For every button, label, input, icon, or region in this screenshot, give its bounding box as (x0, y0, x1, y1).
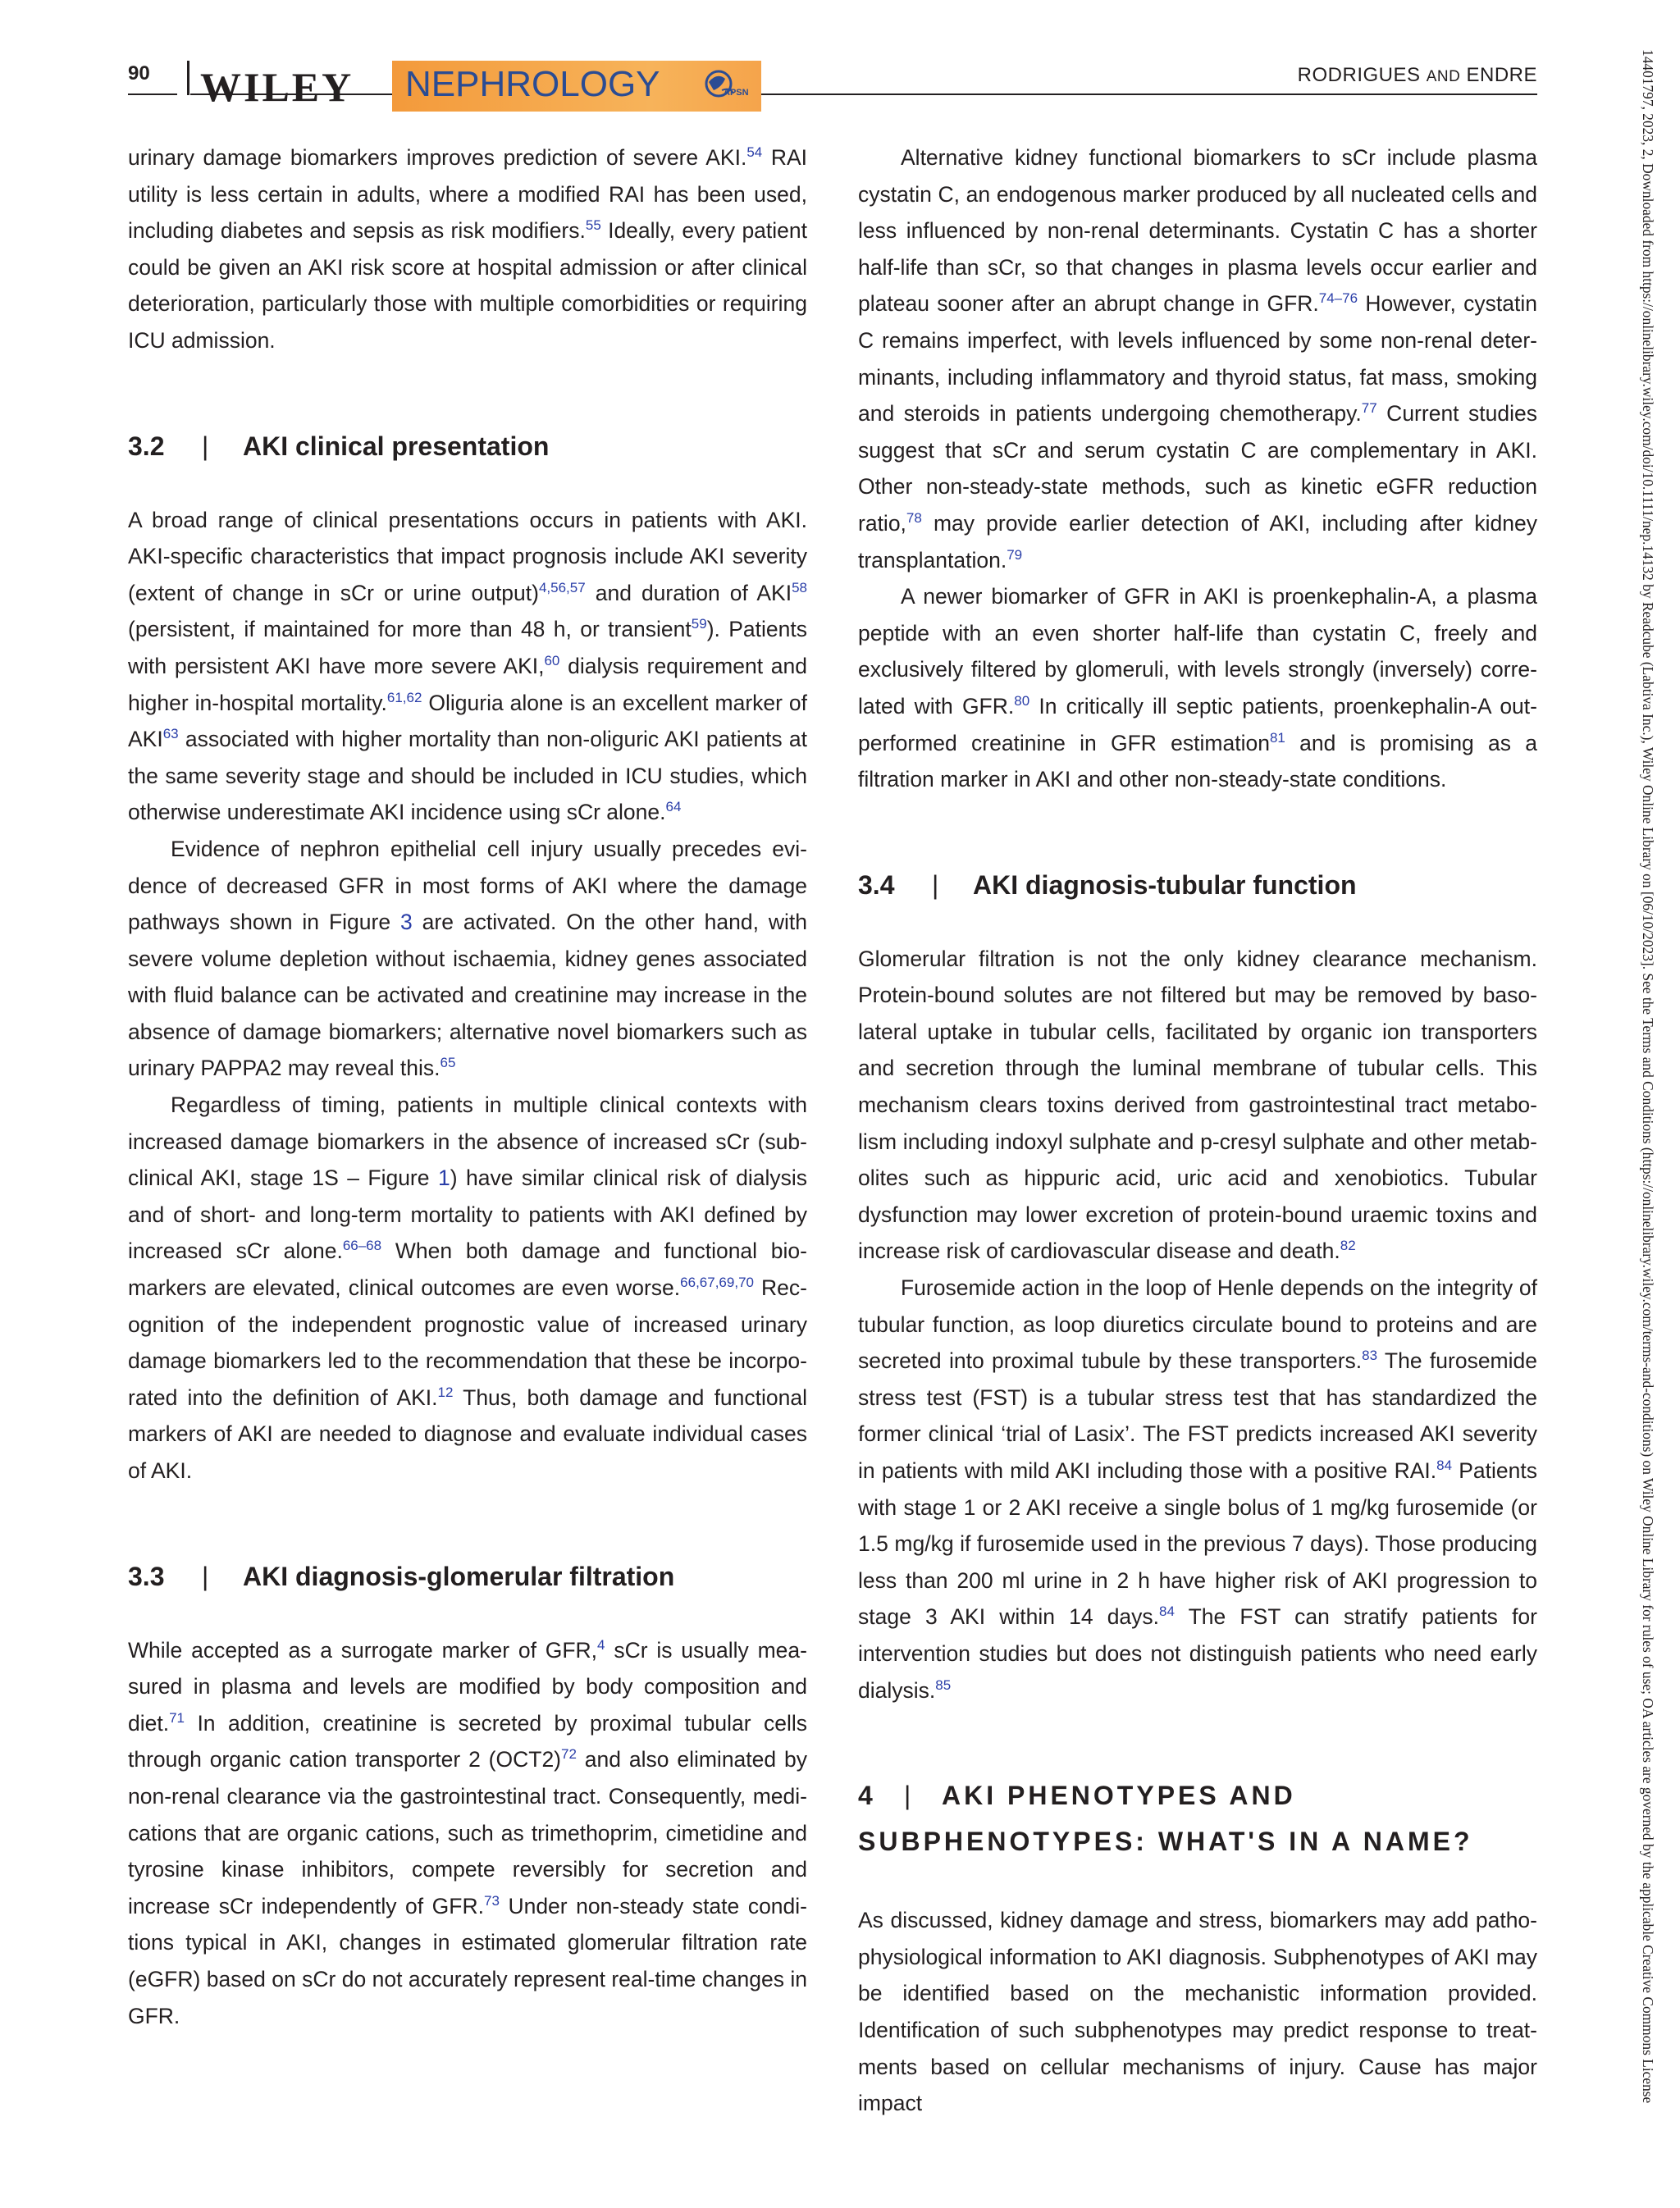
left-column (128, 139, 807, 2034)
citation[interactable]: 82 (1340, 1238, 1356, 1254)
citation[interactable]: 58 (792, 579, 808, 595)
citation[interactable]: 12 (437, 1384, 454, 1400)
publisher-logo: WILEY (200, 64, 354, 110)
paragraph-clinical-presentation: A broad range of clinical presentations occurs in patients with AKI. AKI-specific characteristics that impact prognosis include AKI severity (extent of change in sCr or urine output)$^{4,56,57}$ and duration of AKI$^{58}$ (persistent, if maintained for more than 48 h, or transient$^{59}$). Patients with persistent AKI have more severe AKI,$^{60}$ dialysis requirement and higher in-hospital mortality.$^{61,62}$ Oliguria alone is an excellent marker of AKI$^{63}$ associated with higher mortality than non-oliguric AKI patients at the same severity stage and should be included in ICU studies, which otherwise underestimate AKI incidence using sCr alone.$^{64}$ (128, 507, 808, 825)
citation[interactable]: 72 (561, 1746, 577, 1763)
citation[interactable]: 78 (906, 510, 922, 527)
citation[interactable]: 66–68 (342, 1238, 382, 1254)
citation[interactable]: 83 (1362, 1348, 1378, 1364)
paragraph-phenotypes: As discussed, kidney damage and stress, biomarkers may add pathophysiological information to AKI diagnosis. Subphenotypes of AKI may be identified based on the mechanistic information provided. Identification of such subphenotypes may predict response to treatments based on cellular mechanisms of injury. Cause has major impact (858, 1908, 1537, 2116)
right-column (858, 139, 1537, 2122)
citation[interactable]: 80 (1014, 693, 1030, 709)
citation[interactable]: 84 (1436, 1458, 1453, 1474)
citation[interactable]: 66,67,69,70 (680, 1275, 754, 1291)
paragraph-epithelial-injury: Evidence of nephron epithelial cell injury usually precedes evidence of decreased GFR in most forms of AKI where the damage pathways shown in Figure 3 are activated. On the other hand, with severe volume depletion without ischaemia, kidney genes associated with fluid balance can be activated and creatinine may increase in the absence of damage biomarkers; alternative novel biomarkers such as urinary PAPPA2 may reveal this.$^{65}$ (128, 836, 807, 1081)
section-heading-4: 4 | AKI PHENOTYPES AND SUBPHENOTYPES: WHAT'S IN A NAME? (858, 1781, 1473, 1857)
paragraph-cystatin-c: Alternative kidney functional biomarkers to sCr include plasma cystatin C, an endogenous marker produced by all nucleated cells and less influenced by non-renal determinants. Cystatin C has a shorter half-life than sCr, so that changes in plasma levels occur earlier and plateau sooner after an abrupt change in GFR.$^{74-76}$ However, cystatin C remains imperfect, with levels influenced by some non-renal determinants, including inflammatory and thyroid status, fat mass, smoking and steroids in patients undergoing chemotherapy.$^{77}$ Current studies suggest that sCr and serum cystatin C are complementary in AKI. Other non-steady-state methods, such as kinetic eGFR reduction ratio,$^{78}$ may provide earlier detection of AKI, including after kidney transplantation.$^{79}$ (858, 145, 1538, 573)
figure-link[interactable]: 3 (400, 910, 413, 935)
figure-link[interactable]: 1 (437, 1166, 450, 1191)
citation[interactable]: 85 (935, 1677, 952, 1693)
journal-name: NEPHROLOGY (405, 64, 660, 104)
citation[interactable]: 73 (483, 1892, 500, 1909)
paragraph-tubular-function: Glomerular filtration is not the only kidney clearance mechanism. Protein-bound solutes are not filtered but may be removed by basolateral uptake in tubular cells, facilitated by organic ion transporters and secretion through the luminal membrane of tubular cells. This mechanism clears toxins derived from gastrointestinal tract metabolism including indoxyl sulphate and p-cresyl sulphate and other metabolites such as hippuric acid, uric acid and xenobiotics. Tubular dysfunction may lower excretion of protein-bound uraemic toxins and increase risk of cardiovascular disease and death.$^{82}$ (858, 946, 1537, 1264)
running-head (1298, 64, 1537, 87)
section-heading-3-4: 3.4 | AKI diagnosis-tubular function (858, 869, 1357, 900)
running-head-and: AND (1426, 68, 1461, 85)
running-head-author-2: ENDRE (1466, 64, 1537, 86)
citation[interactable]: 84 (1159, 1604, 1175, 1620)
apsn-logo-text: APSN (724, 88, 749, 98)
header-rule-left (128, 94, 177, 95)
citation[interactable]: 77 (1361, 400, 1377, 417)
section-heading-3-2: 3.2 | AKI clinical presentation (128, 431, 550, 461)
citation[interactable]: 74–76 (1318, 290, 1358, 307)
citation[interactable]: 4,56,57 (538, 579, 586, 595)
paragraph-subclinical-aki: Regardless of timing, patients in multiple clinical contexts with increased damage biomarkers in the absence of increased sCr (subclinical AKI, stage 1S – Figure 1) have similar clinical risk of dialysis and of short- and long-term mortality to patients with AKI defined by increased sCr alone.$^{66-68}$ When both damage and functional biomarkers are elevated, clinical outcomes are even worse.$^{66,67,69,70}$ Recognition of the independent prognostic value of increased urinary damage biomarkers led to the recommendation that these be incorporated into the definition of AKI.$^{12}$ Thus, both damage and functional markers of AKI are needed to diagnose and evaluate individual cases of AKI. (128, 1093, 808, 1483)
apsn-logo-icon (697, 66, 750, 107)
citation[interactable]: 63 (162, 726, 179, 742)
paragraph-glomerular-filtration: While accepted as a surrogate marker of GFR,$^4$ sCr is usually measured in plasma and levels are modified by body composition and diet.$^{71}$ In addition, creatinine is secreted by proximal tubular cells through organic cation transporter 2 $(OCT2)^{72}$ and also eliminated by non-renal clearance via the gastrointestinal tract. Consequently, medications that are organic cations, such as trimethoprim, cimetidine and tyrosine kinase inhibitors, compete reversibly for secretion and increase sCr independently of GFR.$^{73}$ Under non-steady state conditions typical in AKI, changes in estimated glomerular filtration rate (eGFR) based on sCr do not accurately represent real-time changes in GFR. (128, 1636, 807, 2028)
running-head-author-1: RODRIGUES (1297, 64, 1421, 86)
citation[interactable]: 71 (169, 1709, 185, 1726)
citation[interactable]: 4 (597, 1636, 605, 1653)
journal-banner (392, 61, 761, 112)
citation[interactable]: 64 (665, 799, 682, 815)
citation[interactable]: 65 (440, 1055, 456, 1071)
citation[interactable]: 55 (585, 217, 601, 234)
section-heading-3-3: 3.3 | AKI diagnosis-glomerular filtration (128, 1561, 675, 1591)
citation[interactable]: 81 (1269, 729, 1285, 746)
citation[interactable]: 59 (691, 616, 707, 632)
citation[interactable]: 61,62 (386, 689, 422, 705)
paragraph-risk-score: urinary damage biomarkers improves prediction of severe AKI.$^{54}$ RAI utility is less certain in adults, where a modified RAI has been used, including diabetes and sepsis as risk modifiers.$^{55}$ Ideally, every patient could be given an AKI risk score at hospital admission or after clinical deterioration, particularly those with multiple comorbidities or requiring ICU admission. (128, 144, 808, 353)
page-number: 90 (128, 62, 150, 84)
download-side-note: 14401797, 2023, 2, Downloaded from https://onlinelibrary.wiley.com/doi/10.1111/nep.14132 by Readcube (Labtiva Inc.), Wiley Online Library on [06/10/2023]. See the Terms and Conditions (https://onlinelibrary.wiley.com/terms-and-conditions) on Wiley Online Library for rules of use; OA articles are governed by the applicable Creative Commons License (1640, 49, 1656, 2104)
citation[interactable]: 79 (1007, 546, 1023, 563)
header-divider-tick (187, 61, 189, 95)
paragraph-furosemide-stress-test: Furosemide action in the loop of Henle depends on the integrity of tubular function, as loop diuretics circulate bound to proteins and are secreted into proximal tubule by these transporters.$^{83}$ The furosemide stress test (FST) is a tubular stress test that has standardized the former clinical ‘trial of Lasix’. The FST predicts increased AKI severity in patients with mild AKI including those with a positive RAI.$^{84}$ Patients with stage 1 or 2 AKI receive a single bolus of 1 mg/kg furosemide (or 1.5 mg/kg if furosemide used in the previous 7 days). Those producing less than 200 ml urine in 2 h have higher risk of AKI progression to stage 3 AKI within 14 days.$^{84}$ The FST can stratify patients for intervention studies but does not distinguish patients who need early dialysis.$^{85}$ (858, 1275, 1537, 1703)
citation[interactable]: 54 (746, 144, 763, 161)
paragraph-proenkephalin: A newer biomarker of GFR in AKI is proenkephalin-A, a plasma peptide with an even shorter half-life than cystatin C, freely and exclusively filtered by glomeruli, with levels strongly (inversely) correlated with GFR.$^{80}$ In critically ill septic patients, proenkephalin-A outperformed creatinine in GFR estimation$^{81}$ and is promising as a filtration marker in AKI and other non-steady-state conditions. (858, 584, 1537, 792)
citation[interactable]: 60 (544, 653, 560, 669)
